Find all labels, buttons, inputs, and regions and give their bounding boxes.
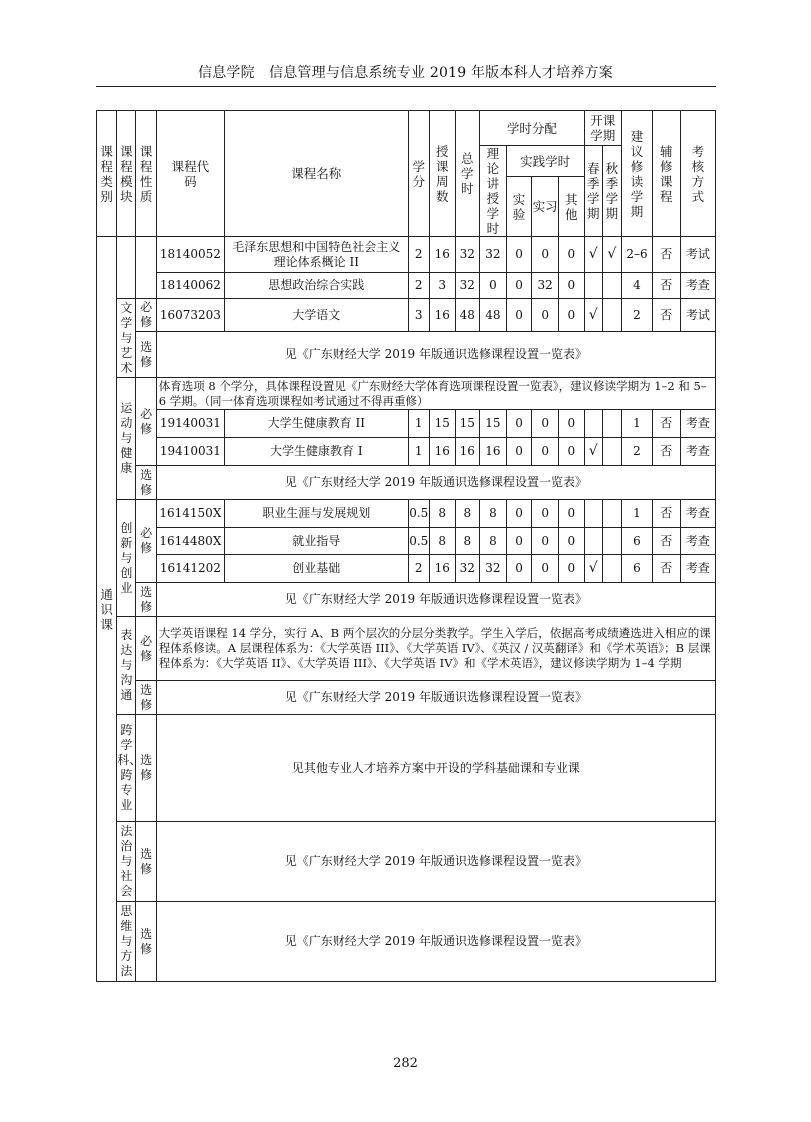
see-general-electives: 见《广东财经大学 2019 年版通识选修课程设置一览表》 — [156, 466, 715, 500]
weeks: 16 — [429, 438, 455, 466]
exam-method: 考查 — [680, 438, 715, 466]
intern-hours: 0 — [532, 555, 559, 583]
table-row — [97, 681, 716, 715]
see-other-majors: 见其他专业人才培养方案中开设的学科基础课和专业课 — [156, 715, 715, 822]
course-code: 1614150X — [156, 500, 224, 528]
header-name: 课程名称 — [225, 111, 409, 237]
header-row — [97, 111, 716, 146]
module-innovation: 创新与创业 — [117, 500, 136, 617]
total-hours: 48 — [455, 299, 480, 332]
module-interdisciplinary: 跨学科、跨专业 — [117, 715, 136, 822]
other-hours: 0 — [559, 555, 585, 583]
header-total-hours: 总学时 — [455, 111, 480, 237]
nature-elective: 选修 — [136, 466, 156, 500]
other-hours: 0 — [559, 438, 585, 466]
nature-required: 必修 — [136, 617, 156, 681]
minor-flag: 否 — [652, 528, 680, 555]
credit: 2 — [408, 237, 429, 273]
total-hours: 15 — [455, 410, 480, 438]
intern-hours: 0 — [532, 299, 559, 332]
total-hours: 16 — [455, 438, 480, 466]
minor-flag: 否 — [652, 555, 680, 583]
lab-hours: 0 — [506, 438, 532, 466]
module-cell — [117, 237, 136, 299]
other-hours: 0 — [559, 237, 585, 273]
weeks: 16 — [429, 555, 455, 583]
course-name: 创业基础 — [225, 555, 409, 583]
lecture-hours: 48 — [480, 299, 507, 332]
nature-elective: 选修 — [136, 715, 156, 822]
credit: 1 — [408, 410, 429, 438]
intern-hours: 32 — [532, 273, 559, 299]
course-code: 16073203 — [156, 299, 224, 332]
autumn-mark — [602, 299, 621, 332]
table-row — [97, 273, 716, 299]
table-row — [97, 299, 716, 332]
category-cell: 通识课 — [97, 237, 117, 982]
autumn-mark — [602, 410, 621, 438]
credit: 2 — [408, 555, 429, 583]
intern-hours: 0 — [532, 500, 559, 528]
minor-flag: 否 — [652, 299, 680, 332]
spring-mark: √ — [584, 237, 602, 273]
weeks: 8 — [429, 500, 455, 528]
autumn-mark — [602, 273, 621, 299]
lecture-hours: 8 — [480, 528, 507, 555]
table-row — [97, 237, 716, 273]
header-spring: 春季学期 — [584, 146, 602, 237]
lecture-hours: 16 — [480, 438, 507, 466]
table-row — [97, 555, 716, 583]
table-row — [97, 528, 716, 555]
module-law: 法治与社会 — [117, 822, 136, 902]
course-code: 19410031 — [156, 438, 224, 466]
course-name: 思想政治综合实践 — [225, 273, 409, 299]
suggested-term: 1 — [621, 500, 652, 528]
suggested-term: 6 — [621, 528, 652, 555]
suggested-term: 2 — [621, 299, 652, 332]
minor-flag: 否 — [652, 273, 680, 299]
weeks: 15 — [429, 410, 455, 438]
nature-elective: 选修 — [136, 583, 156, 617]
header-exam: 考核方式 — [680, 111, 715, 237]
spring-mark: √ — [584, 555, 602, 583]
lab-hours: 0 — [506, 237, 532, 273]
exam-method: 考试 — [680, 299, 715, 332]
weeks: 8 — [429, 528, 455, 555]
header-lecture: 理论讲授学时 — [480, 146, 507, 237]
credit: 3 — [408, 299, 429, 332]
total-hours: 32 — [455, 273, 480, 299]
exam-method: 考试 — [680, 237, 715, 273]
course-code: 19140031 — [156, 410, 224, 438]
lecture-hours: 8 — [480, 500, 507, 528]
see-general-electives: 见《广东财经大学 2019 年版通识选修课程设置一览表》 — [156, 902, 715, 982]
other-hours: 0 — [559, 299, 585, 332]
table-row — [97, 410, 716, 438]
intern-hours: 0 — [532, 237, 559, 273]
other-hours: 0 — [559, 500, 585, 528]
lecture-hours: 32 — [480, 555, 507, 583]
table-row — [97, 902, 716, 982]
weeks: 16 — [429, 237, 455, 273]
lab-hours: 0 — [506, 273, 532, 299]
intern-hours: 0 — [532, 438, 559, 466]
spring-mark — [584, 410, 602, 438]
credit: 0.5 — [408, 500, 429, 528]
autumn-mark: √ — [602, 237, 621, 273]
course-name: 就业指导 — [225, 528, 409, 555]
course-code: 16141202 — [156, 555, 224, 583]
lab-hours: 0 — [506, 500, 532, 528]
autumn-mark — [602, 500, 621, 528]
suggested-term: 4 — [621, 273, 652, 299]
credit: 1 — [408, 438, 429, 466]
header-lab: 实验 — [506, 177, 532, 237]
nature-elective: 选修 — [136, 902, 156, 982]
header-intern: 实习 — [532, 177, 559, 237]
exam-method: 考查 — [680, 273, 715, 299]
credit: 0.5 — [408, 528, 429, 555]
spring-mark — [584, 273, 602, 299]
table-row — [97, 822, 716, 902]
intern-hours: 0 — [532, 528, 559, 555]
see-general-electives: 见《广东财经大学 2019 年版通识选修课程设置一览表》 — [156, 332, 715, 378]
nature-elective: 选修 — [136, 681, 156, 715]
suggested-term: 6 — [621, 555, 652, 583]
table-row — [97, 466, 716, 500]
minor-flag: 否 — [652, 410, 680, 438]
total-hours: 8 — [455, 528, 480, 555]
minor-flag: 否 — [652, 438, 680, 466]
header-credit: 学分 — [408, 111, 429, 237]
page-number: 282 — [393, 1056, 418, 1071]
course-name: 大学生健康教育 II — [225, 410, 409, 438]
nature-elective: 选修 — [136, 332, 156, 378]
autumn-mark — [602, 528, 621, 555]
header-term: 开课学期 — [584, 111, 621, 146]
lecture-hours: 32 — [480, 237, 507, 273]
nature-required: 必修 — [136, 299, 156, 332]
header-minor: 辅修课程 — [652, 111, 680, 237]
exam-method: 考查 — [680, 410, 715, 438]
spring-mark: √ — [584, 438, 602, 466]
module-thinking: 思维与方法 — [117, 902, 136, 982]
module-sports: 运动与健康 — [117, 378, 136, 500]
course-name: 毛泽东思想和中国特色社会主义理论体系概论 II — [225, 237, 409, 273]
header-nature: 课程性质 — [136, 111, 156, 237]
english-note: 大学英语课程 14 学分，实行 A、B 两个层次的分层分类教学。学生入学后，依据高考成绩遴选进入相应的课程体系修读。A 层课程体系为：《大学英语 III》、《大学英语 IV》、《英汉 / 汉英翻译》和《学术英语》；B 层课程体系为：《大学英语 II》、《大学英语 III》、《大学英语 IV》和《学术英语》，建议修读学期为 1–4 学期 — [156, 617, 715, 681]
lab-hours: 0 — [506, 410, 532, 438]
header-practice: 实践学时 — [506, 146, 584, 177]
see-general-electives: 见《广东财经大学 2019 年版通识选修课程设置一览表》 — [156, 681, 715, 715]
lecture-hours: 15 — [480, 410, 507, 438]
autumn-mark — [602, 555, 621, 583]
other-hours: 0 — [559, 410, 585, 438]
table-row — [97, 583, 716, 617]
table-row — [97, 332, 716, 378]
weeks: 16 — [429, 299, 455, 332]
suggested-term: 2 — [621, 438, 652, 466]
course-code: 18140052 — [156, 237, 224, 273]
module-arts: 文学与艺术 — [117, 299, 136, 378]
table-row — [97, 438, 716, 466]
lab-hours: 0 — [506, 555, 532, 583]
header-autumn: 秋季学期 — [602, 146, 621, 237]
header-module: 课程模块 — [117, 111, 136, 237]
credit: 2 — [408, 273, 429, 299]
course-name: 大学生健康教育 I — [225, 438, 409, 466]
lab-hours: 0 — [506, 528, 532, 555]
minor-flag: 否 — [652, 237, 680, 273]
total-hours: 32 — [455, 555, 480, 583]
lab-hours: 0 — [506, 299, 532, 332]
total-hours: 8 — [455, 500, 480, 528]
module-expression: 表达与沟通 — [117, 617, 136, 715]
nature-required: 必修 — [136, 500, 156, 583]
sports-note: 体育选项 8 个学分，具体课程设置见《广东财经大学体育选项课程设置一览表》，建议修读学期为 1–2 和 5–6 学期。（同一体育选项课程如考试通过不得再重修） — [156, 378, 715, 410]
suggested-term: 2–6 — [621, 237, 652, 273]
see-general-electives: 见《广东财经大学 2019 年版通识选修课程设置一览表》 — [156, 583, 715, 617]
header-suggested-term: 建议修读学期 — [621, 111, 652, 237]
weeks: 3 — [429, 273, 455, 299]
nature-cell — [136, 237, 156, 299]
table-row — [97, 617, 716, 681]
spring-mark — [584, 528, 602, 555]
exam-method: 考查 — [680, 500, 715, 528]
suggested-term: 1 — [621, 410, 652, 438]
spring-mark — [584, 500, 602, 528]
other-hours: 0 — [559, 528, 585, 555]
nature-required: 必修 — [136, 378, 156, 466]
total-hours: 32 — [455, 237, 480, 273]
course-table — [96, 110, 716, 982]
header-hours-distribution: 学时分配 — [480, 111, 585, 146]
table-row — [97, 378, 716, 410]
see-general-electives: 见《广东财经大学 2019 年版通识选修课程设置一览表》 — [156, 822, 715, 902]
course-name: 职业生涯与发展规划 — [225, 500, 409, 528]
spring-mark: √ — [584, 299, 602, 332]
header-weeks: 授课周数 — [429, 111, 455, 237]
page-header-title: 信息学院 信息管理与信息系统专业 2019 年版本科人才培养方案 — [198, 65, 613, 81]
table-row — [97, 500, 716, 528]
intern-hours: 0 — [532, 410, 559, 438]
autumn-mark — [602, 438, 621, 466]
header-code: 课程代码 — [156, 111, 224, 237]
table-row — [97, 715, 716, 822]
exam-method: 考查 — [680, 555, 715, 583]
course-code: 18140062 — [156, 273, 224, 299]
lecture-hours: 0 — [480, 273, 507, 299]
minor-flag: 否 — [652, 500, 680, 528]
header-other: 其他 — [559, 177, 585, 237]
other-hours: 0 — [559, 273, 585, 299]
course-name: 大学语文 — [225, 299, 409, 332]
header-category: 课程类别 — [97, 111, 117, 237]
nature-elective: 选修 — [136, 822, 156, 902]
header-rule — [96, 86, 716, 87]
exam-method: 考查 — [680, 528, 715, 555]
course-code: 1614480X — [156, 528, 224, 555]
